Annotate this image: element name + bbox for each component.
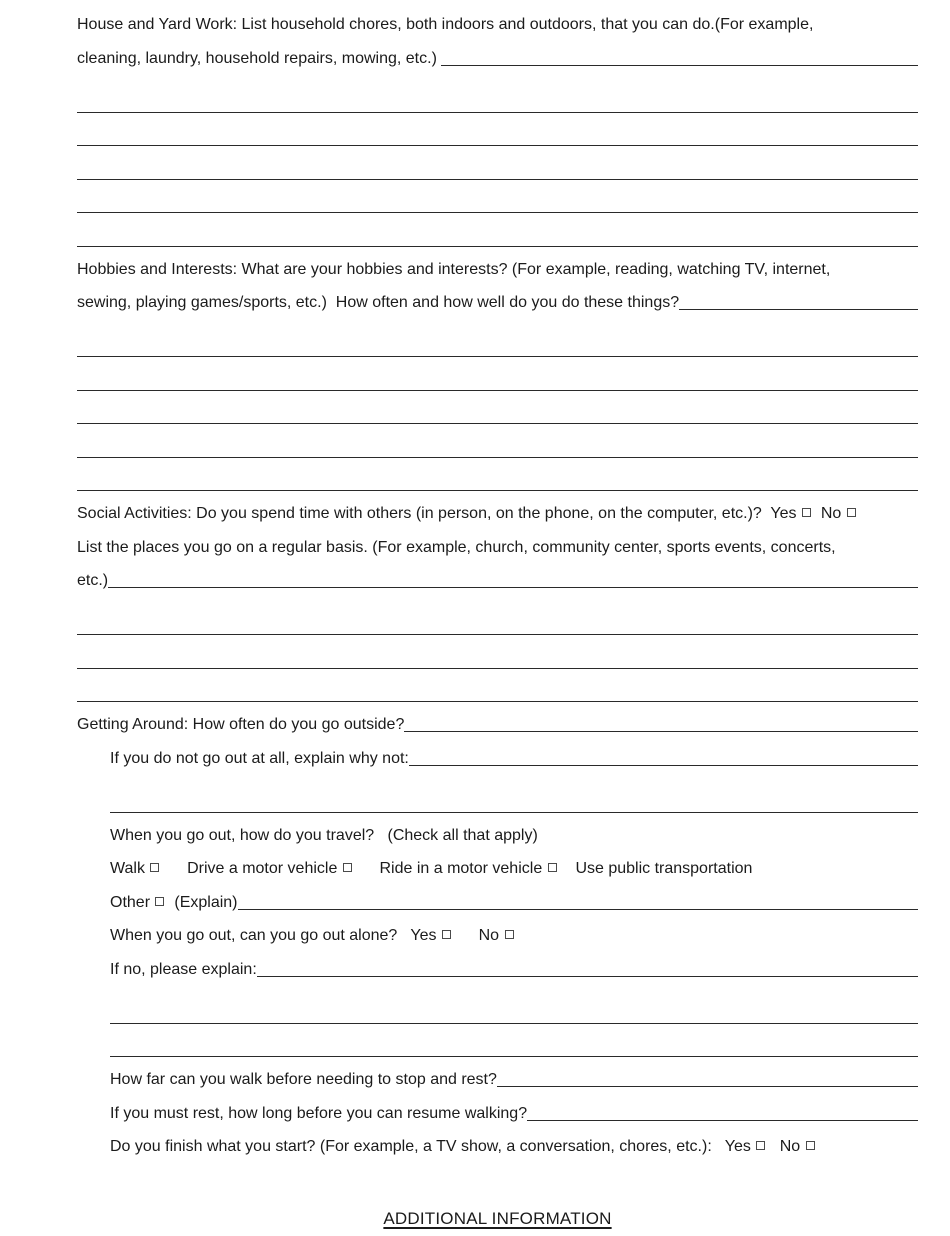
social-prompt: Social Activities: Do you spend time with others (in person, on the phone, on the computer, etc.)? Yes [77,505,801,522]
social-blank-line-1 [77,608,918,642]
social-places-prompt-cont: etc.) [77,572,109,589]
go-alone-question [77,919,918,953]
house-yard-blank-line-5 [77,219,918,253]
social-question-line-1 [77,497,918,531]
social-no-label: No [811,505,846,522]
social-question-line-3 [77,564,918,598]
social-blank-line-2 [77,641,918,675]
house-yard-blank-line-4 [77,186,918,220]
resume-walking-question [77,1097,918,1131]
hobbies-blank-line-2 [77,363,918,397]
house-yard-blank-2[interactable] [77,145,918,146]
public-transport-label: Use public transportation [557,860,753,877]
travel-options-line [77,852,918,886]
getting-around-prompt: Getting Around: How often do you go outside? [77,716,405,733]
travel-question [77,819,918,853]
social-places-answer-blank[interactable] [108,587,918,588]
house-yard-blank-3[interactable] [77,179,918,180]
hobbies-blank-2[interactable] [77,390,918,391]
social-blank-2[interactable] [77,668,918,669]
drive-checkbox[interactable] [343,863,352,872]
other-explain-blank[interactable] [238,909,919,910]
section-heading: ADDITIONAL INFORMATION [383,1208,612,1228]
go-alone-no-label: No [451,927,504,944]
walk-distance-prompt: How far can you walk before needing to stop and rest? [110,1071,497,1088]
house-yard-blank-line-1 [77,85,918,119]
other-label: Other [110,893,155,911]
house-yard-question-line-2 [77,42,918,76]
if-no-blank-line-2 [77,1030,918,1064]
walk-distance-blank[interactable] [497,1086,918,1087]
finish-prompt: Do you finish what you start? (For example, a TV show, a conversation, chores, etc.): Yes [110,1138,756,1155]
go-alone-prompt: When you go out, can you go out alone? Yes [110,927,441,944]
social-yes-checkbox[interactable] [802,508,811,517]
if-no-explain-prompt: If no, please explain: [110,960,257,978]
house-yard-blank-5[interactable] [77,246,918,247]
why-not-question [77,742,918,776]
finish-no-label: No [766,1138,805,1155]
hobbies-answer-blank[interactable] [679,309,918,310]
if-no-blank-line-1 [77,996,918,1030]
house-yard-answer-blank[interactable] [441,65,918,66]
hobbies-blank-5[interactable] [77,490,918,491]
resume-walking-blank[interactable] [527,1120,918,1121]
walk-distance-question [77,1063,918,1097]
hobbies-prompt: Hobbies and Interests: What are your hobbies and interests? (For example, reading, watching TV, internet, [77,260,831,278]
why-not-prompt: If you do not go out at all, explain why not: [110,749,409,767]
why-not-blank-line [77,785,918,819]
social-blank-3[interactable] [77,701,918,702]
house-yard-question-line-1 [77,8,918,42]
getting-around-question [77,708,918,742]
social-no-checkbox[interactable] [847,508,856,517]
go-outside-answer-blank[interactable] [404,731,918,732]
hobbies-blank-3[interactable] [77,423,918,424]
if-no-blank-2[interactable] [110,1056,918,1057]
house-yard-prompt: House and Yard Work: List household chores, both indoors and outdoors, that you can do.(For example, [77,16,814,33]
house-yard-blank-1[interactable] [77,112,918,113]
ride-checkbox[interactable] [548,863,557,872]
finish-yes-checkbox[interactable] [756,1141,765,1150]
travel-other-line [77,886,918,920]
hobbies-question-line-1 [77,253,918,287]
drive-label: Drive a motor vehicle [160,860,342,877]
social-blank-1[interactable] [77,634,918,635]
walk-label: Walk [110,860,150,877]
walk-checkbox[interactable] [150,863,159,872]
if-no-explain-blank[interactable] [257,976,918,977]
hobbies-blank-line-5 [77,464,918,498]
finish-no-checkbox[interactable] [806,1141,815,1150]
additional-information-heading [77,1202,918,1236]
finish-question [77,1130,918,1164]
resume-walking-prompt: If you must rest, how long before you can resume walking? [110,1104,528,1122]
alone-no-checkbox[interactable] [505,930,514,939]
hobbies-blank-line-3 [77,397,918,431]
alone-yes-checkbox[interactable] [442,930,451,939]
why-not-answer-blank[interactable] [409,765,918,766]
hobbies-prompt-cont: sewing, playing games/sports, etc.) How often and how well do you do these things? [77,294,680,311]
hobbies-blank-1[interactable] [77,356,918,357]
house-yard-blank-line-3 [77,152,918,186]
if-no-blank-1[interactable] [110,1023,918,1024]
other-explain-label: (Explain) [165,893,238,911]
ride-label: Ride in a motor vehicle [352,860,547,877]
hobbies-blank-line-1 [77,330,918,364]
social-places-prompt: List the places you go on a regular basis. (For example, church, community center, sports events, concerts, [77,538,836,556]
hobbies-question-line-2 [77,286,918,320]
house-yard-blank-line-2 [77,119,918,153]
hobbies-blank-line-4 [77,430,918,464]
social-blank-line-3 [77,675,918,709]
why-not-blank-1[interactable] [110,812,918,813]
pre-heading-spacer [77,1164,918,1200]
social-question-line-2 [77,531,918,565]
hobbies-blank-4[interactable] [77,457,918,458]
other-checkbox[interactable] [155,897,164,906]
if-no-explain-question [77,953,918,987]
travel-prompt: When you go out, how do you travel? (Check all that apply) [110,826,538,844]
house-yard-prompt-cont: cleaning, laundry, household repairs, mowing, etc.) [77,49,442,67]
house-yard-blank-4[interactable] [77,212,918,213]
